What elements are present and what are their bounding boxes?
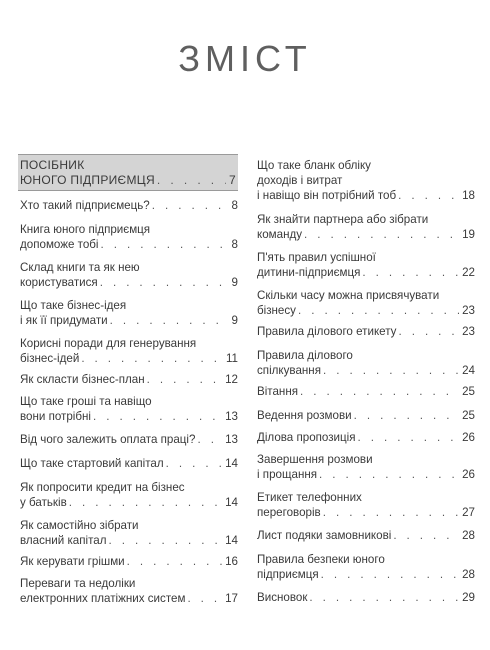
- toc-entry-title-line: П'ять правил успішної: [257, 251, 376, 264]
- dot-leader: [356, 430, 460, 445]
- toc-entry-title-line: команду: [257, 228, 303, 241]
- dot-leader: [108, 313, 229, 328]
- toc-entry-title-line: допоможе тобі: [20, 238, 99, 251]
- page-title: ЗМІСТ: [178, 38, 312, 79]
- toc-entry-title-line: Як знайти партнера або зібрати: [257, 213, 429, 226]
- toc-entry-title-line: і як її придумати: [20, 314, 108, 327]
- toc-entry[interactable]: [257, 528, 475, 543]
- toc-entry[interactable]: [20, 456, 238, 471]
- toc-entry-title-line: Правила безпеки юного: [257, 553, 385, 566]
- dot-leader: [360, 265, 459, 280]
- toc-entry-title-line: у батьків: [20, 496, 67, 509]
- toc-entry-title-line: підприємця: [257, 568, 319, 581]
- toc-entry-title-line: Ділова пропозиція: [257, 431, 356, 444]
- toc-entry-title-line: Як попросити кредит на бізнес: [20, 481, 185, 494]
- toc-entry-title-line: Лист подяки замовникові: [257, 529, 392, 542]
- toc-entry[interactable]: [20, 260, 238, 290]
- toc-entry-title-line: вони потрібні: [20, 410, 92, 423]
- toc-entry-title-line: Етикет телефонних: [257, 491, 362, 504]
- toc-entry[interactable]: [20, 372, 238, 387]
- toc-page-number: 28: [462, 529, 475, 542]
- toc-entry-title-line: Що таке гроші та навіщо: [20, 395, 152, 408]
- toc-page-number: 25: [462, 409, 475, 422]
- toc-page-number: 9: [231, 314, 238, 327]
- toc-page-number: 23: [462, 325, 475, 338]
- toc-entry-title-line: і прощання: [257, 468, 318, 481]
- toc-entry-title-line: Скільки часу можна присвячувати: [257, 289, 440, 302]
- toc-entry[interactable]: [257, 490, 475, 520]
- toc-page-number: 13: [225, 433, 238, 446]
- toc-entry[interactable]: [257, 158, 475, 203]
- toc-entry-title-line: Від чого залежить оплата праці?: [20, 433, 196, 446]
- toc-entry[interactable]: [257, 212, 475, 242]
- toc-entry[interactable]: [257, 590, 475, 605]
- toc-page-number: 18: [462, 189, 475, 202]
- toc-page-number: 8: [231, 199, 238, 212]
- toc-entry-title-line: переговорів: [257, 506, 321, 519]
- toc-entry-title-line: і навіщо він потрібний тоб: [257, 189, 397, 202]
- toc-entry-title-line: Як керувати грішми: [20, 555, 125, 568]
- toc-page-number: 16: [225, 555, 238, 568]
- toc-entry[interactable]: [20, 222, 238, 252]
- toc-entry-title-line: власний капітал: [20, 534, 107, 547]
- toc-page-number: 26: [462, 431, 475, 444]
- toc-page-number: 23: [462, 304, 475, 317]
- toc-entry[interactable]: [18, 154, 238, 191]
- toc-entry-title-line: Правила ділового: [257, 349, 353, 362]
- dot-leader: [145, 372, 222, 387]
- toc-entry-title-line: ПОСІБНИК: [20, 158, 85, 172]
- toc-page-number: 19: [462, 228, 475, 241]
- toc-page-number: 14: [225, 496, 238, 509]
- toc-entry-title-line: спілкування: [257, 364, 321, 377]
- toc-entry-title-line: Корисні поради для генерування: [20, 337, 197, 350]
- toc-entry[interactable]: [20, 432, 238, 447]
- toc-entry[interactable]: [20, 394, 238, 424]
- toc-page-number: 24: [462, 364, 475, 377]
- toc-page-number: 26: [462, 468, 475, 481]
- dot-leader: [195, 432, 222, 447]
- dot-leader: [352, 408, 460, 423]
- toc-entry[interactable]: [20, 518, 238, 548]
- dot-leader: [150, 198, 229, 213]
- dot-leader: [298, 384, 459, 399]
- toc-entry[interactable]: [20, 336, 238, 366]
- dot-leader: [67, 495, 222, 510]
- dot-leader: [396, 324, 459, 339]
- dot-leader: [319, 567, 459, 582]
- toc-entry-title-line: Правила ділового етикету: [257, 325, 397, 338]
- toc-entry[interactable]: [20, 298, 238, 328]
- toc-page-number: 12: [225, 373, 238, 386]
- dot-leader: [155, 173, 226, 188]
- toc-entry-title-line: електронних платіжних систем: [20, 592, 186, 605]
- dot-leader: [185, 591, 222, 606]
- dot-leader: [307, 590, 459, 605]
- toc-page-number: 8: [231, 238, 238, 251]
- dot-leader: [296, 303, 459, 318]
- toc-entry[interactable]: [257, 324, 475, 339]
- toc-entry-title-line: Ведення розмови: [257, 409, 352, 422]
- dot-leader: [302, 227, 459, 242]
- toc-page-number: 17: [225, 592, 238, 605]
- toc-entry[interactable]: [20, 554, 238, 569]
- dot-leader: [396, 188, 459, 203]
- toc-page-number: 9: [231, 276, 238, 289]
- dot-leader: [107, 533, 223, 548]
- toc-entry-title-line: Книга юного підприємця: [20, 223, 151, 236]
- toc-entry-title-line: Переваги та недоліки: [20, 577, 136, 590]
- toc-entry-title-line: Що таке стартовий капітал: [20, 457, 164, 470]
- dot-leader: [125, 554, 222, 569]
- toc-entry-title-line: Що таке бланк обліку: [257, 159, 371, 172]
- toc-entry[interactable]: [257, 408, 475, 423]
- dot-leader: [317, 467, 459, 482]
- dot-leader: [391, 528, 459, 543]
- toc-entry-title-line: Висновок: [257, 591, 308, 604]
- toc-page-number: 27: [462, 506, 475, 519]
- toc-page-number: 14: [225, 534, 238, 547]
- dot-leader: [321, 505, 459, 520]
- toc-page-number: 7: [229, 173, 236, 187]
- dot-leader: [79, 351, 223, 366]
- toc-entry-title-line: Склад книги та як нею: [20, 261, 140, 274]
- toc-entry[interactable]: [257, 250, 475, 280]
- toc-entry-title-line: Вітання: [257, 385, 299, 398]
- toc-entry-title-line: доходів і витрат: [257, 174, 343, 187]
- dot-leader: [321, 363, 459, 378]
- toc-entry[interactable]: [257, 384, 475, 399]
- toc-entry[interactable]: [20, 480, 238, 510]
- toc-page-number: 25: [462, 385, 475, 398]
- toc-page-number: 14: [225, 457, 238, 470]
- toc-entry-title-line: дитини-підприємця: [257, 266, 361, 279]
- dot-leader: [91, 409, 222, 424]
- toc-page-number: 11: [225, 352, 238, 365]
- toc-entry-title-line: Як скласти бізнес-план: [20, 373, 145, 386]
- toc-entry-title-line: Як самостійно зібрати: [20, 519, 139, 532]
- dot-leader: [99, 237, 229, 252]
- toc-entry[interactable]: [257, 452, 475, 482]
- toc-entry-title-line: бізнесу: [257, 304, 296, 317]
- dot-leader: [98, 275, 229, 290]
- dot-leader: [164, 456, 222, 471]
- toc-entry-title-line: користуватися: [20, 276, 98, 289]
- toc-entry[interactable]: [257, 552, 475, 582]
- toc-entry[interactable]: [257, 288, 475, 318]
- toc-page-number: 22: [462, 266, 475, 279]
- toc-page-number: 28: [462, 568, 475, 581]
- toc-entry[interactable]: [20, 198, 238, 213]
- toc-entry-title-line: Завершення розмови: [257, 453, 373, 466]
- toc-entry-title-line: Що таке бізнес-ідея: [20, 299, 127, 312]
- toc-entry-title-line: бізнес-ідей: [20, 352, 80, 365]
- toc-entry[interactable]: [20, 576, 238, 606]
- toc-page-number: 29: [462, 591, 475, 604]
- toc-entry-title-line: ЮНОГО ПІДПРИЄМЦЯ: [20, 173, 155, 187]
- toc-page-number: 13: [225, 410, 238, 423]
- toc-entry[interactable]: [257, 430, 475, 445]
- toc-entry-title-line: Хто такий підприємець?: [20, 199, 150, 212]
- toc-entry[interactable]: [257, 348, 475, 378]
